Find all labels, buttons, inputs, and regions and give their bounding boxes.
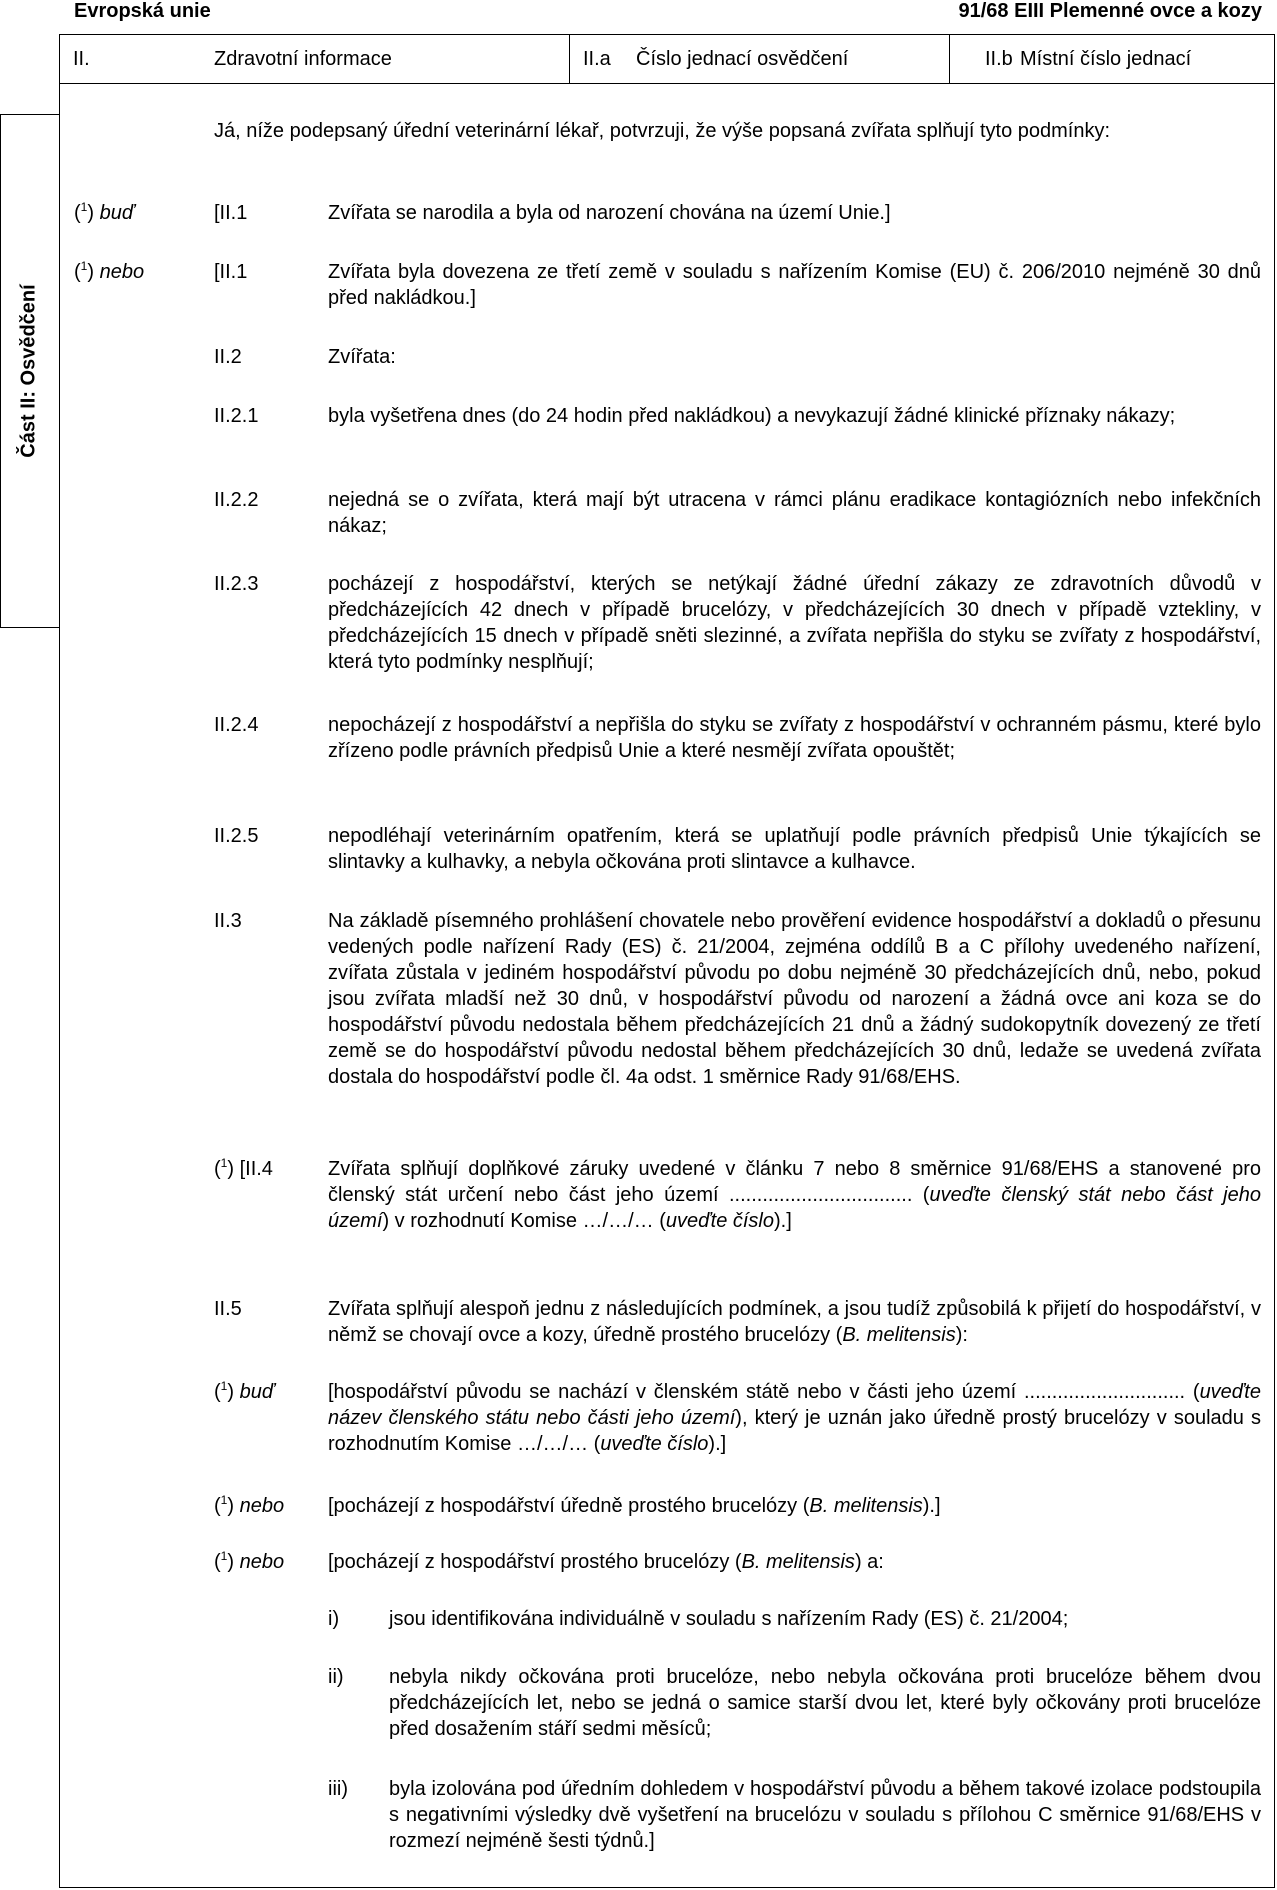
clause-code: II.2.3 [214,573,259,595]
clause-code: II.2.5 [214,825,259,847]
side-label: Část II: Osvědčení [17,284,40,458]
clause-text: [pocházejí z hospodářství úředně prostého brucelózy (B. melitensis).] [328,1495,941,1517]
ref-a-code: II.a [583,48,611,70]
section-title: Zdravotní informace [214,48,392,70]
clause-text: Na základě písemného prohlášení chovatele nebo prověření evidence hospodářství a dokladů o přesunu vedených podle nařízení Rady (ES) č. 21/2004, zejména oddílů B a C přílohy uvedeného nařízení, zvířata zůstala v jediném hospodářství původu po dobu nejméně 30 předcházejících dnů, nebo, pokud jsou zvířata mladší než 30 dnů, v hospodářství původu od narození a žádná ovce ani koza se do hospodářství původu nedostala během předcházejících 21 dnů a žádný sudokopytník dovezený ze třetí země se do hospodářství původu nedostal během předcházejících 30 dnů, ledaže se uvedená zvířata dostala do hospodářství podle čl. 4a odst. 1 směrnice Rady 91/68/EHS. [328,910,1261,1088]
clause-code: II.3 [214,910,242,932]
option-marker: ($^1$) nebo [214,1493,285,1517]
clause-code: [II.1 [214,202,248,224]
header-right: 91/68 EIII Plemenné ovce a kozy [958,0,1262,22]
clause-code: II.2.1 [214,405,259,427]
clause-code: [II.1 [214,261,248,283]
intro-text: Já, níže podepsaný úřední veterinární lékař, potvrzuji, že výše popsaná zvířata splňují tyto podmínky: [214,120,1111,142]
clause-text: nepocházejí z hospodářství a nepřišla do styku se zvířaty z hospodářství v ochranném pásmu, které bylo zřízeno podle právních předpisů Unie a které nesmějí zvířata opouštět; [328,714,1261,762]
option-marker: ($^1$) buď [74,200,135,224]
clause-text: Zvířata splňují doplňkové záruky uvedené v článku 7 nebo 8 směrnice 91/68/EHS a stanovené pro členský stát určení nebo část jeho území ................................. (uveďte členský stát nebo část jeho území) v rozhodnutí Komise …/…/… (uveďte číslo).] [328,1158,1261,1232]
clause-text: Zvířata byla dovezena ze třetí země v souladu s nařízením Komise (EU) č. 206/2010 nejméně 30 dnů před nakládkou.] [328,261,1261,309]
option-marker: ($^1$) nebo [74,259,145,283]
option-marker: ($^1$) buď [214,1379,275,1403]
clause-text: Zvířata se narodila a byla od narození chována na území Unie.] [328,202,891,224]
clause-code: II.2.4 [214,714,259,736]
clause-code: II.2 [214,346,242,368]
table-header [59,34,1275,84]
section-number: II. [73,48,90,70]
subitem-text: nebyla nikdy očkována proti brucelóze, nebo nebyla očkována proti brucelóze během dvou předcházejících let, nebo se jedná o samice starší dvou let, které byly očkovány proti brucelóze před dosažením stáří sedmi měsíců; [389,1666,1261,1740]
ref-a-label: Číslo jednací osvědčení [636,48,849,70]
clause-text: nepodléhají veterinárním opatřením, která se uplatňují podle právních předpisů Unie týkajících se slintavky a kulhavky, a nebyla očkována proti slintavce a kulhavce. [328,825,1261,873]
clause-code: II.2.2 [214,489,259,511]
clause-text: [hospodářství původu se nachází v členském státě nebo v části jeho území ............................. (uveďte název členského státu nebo části jeho území), který je uznán jako úředně prostý brucelózy v souladu s rozhodnutím Komise …/…/… (uveďte číslo).] [328,1381,1261,1455]
subitem-code: iii) [328,1778,348,1800]
clause-text: Zvířata: [328,346,396,368]
option-marker: ($^1$) nebo [214,1549,285,1573]
clause-code: II.5 [214,1298,242,1320]
header-divider [949,34,950,84]
header-left: Evropská unie [74,0,211,22]
clause-text: Zvířata splňují alespoň jednu z následujících podmínek, a jsou tudíž způsobilá k přijetí do hospodářství, v němž se chovají ovce a kozy, úředně prostého brucelózy (B. melitensis): [328,1298,1261,1346]
subitem-code: ii) [328,1666,344,1688]
clause-text: byla vyšetřena dnes (do 24 hodin před nakládkou) a nevykazují žádné klinické příznaky nákazy; [328,405,1176,427]
ref-b-code: II.b [985,48,1013,70]
header-divider [569,34,570,84]
clause-text: nejedná se o zvířata, která mají být utracena v rámci plánu eradikace kontagiózních nebo infekčních nákaz; [328,489,1261,537]
clause-text: pocházejí z hospodářství, kterých se netýkají žádné úřední zákazy ze zdravotních důvodů v předcházejících 42 dnech v případě brucelózy, v předcházejících 30 dnech v případě vztekliny, v předcházejících 15 dnech v případě sněti slezinné, a zvířata nepřišla do styku se zvířaty z hospodářství, která tyto podmínky nesplňují; [328,573,1261,673]
ref-b-label: Místní číslo jednací [1020,48,1192,70]
subitem-text: jsou identifikována individuálně v souladu s nařízením Rady (ES) č. 21/2004; [389,1608,1069,1630]
clause-text: [pocházejí z hospodářství prostého brucelózy (B. melitensis) a: [328,1551,884,1573]
subitem-text: byla izolována pod úředním dohledem v hospodářství původu a během takové izolace podstoupila s negativními výsledky dvě vyšetření na brucelózu v souladu s přílohou C směrnice 91/68/EHS v rozmezí nejméně šesti týdnů.] [389,1778,1261,1852]
subitem-code: i) [328,1608,340,1630]
clause-code: ($^1$) [II.4 [214,1156,273,1180]
